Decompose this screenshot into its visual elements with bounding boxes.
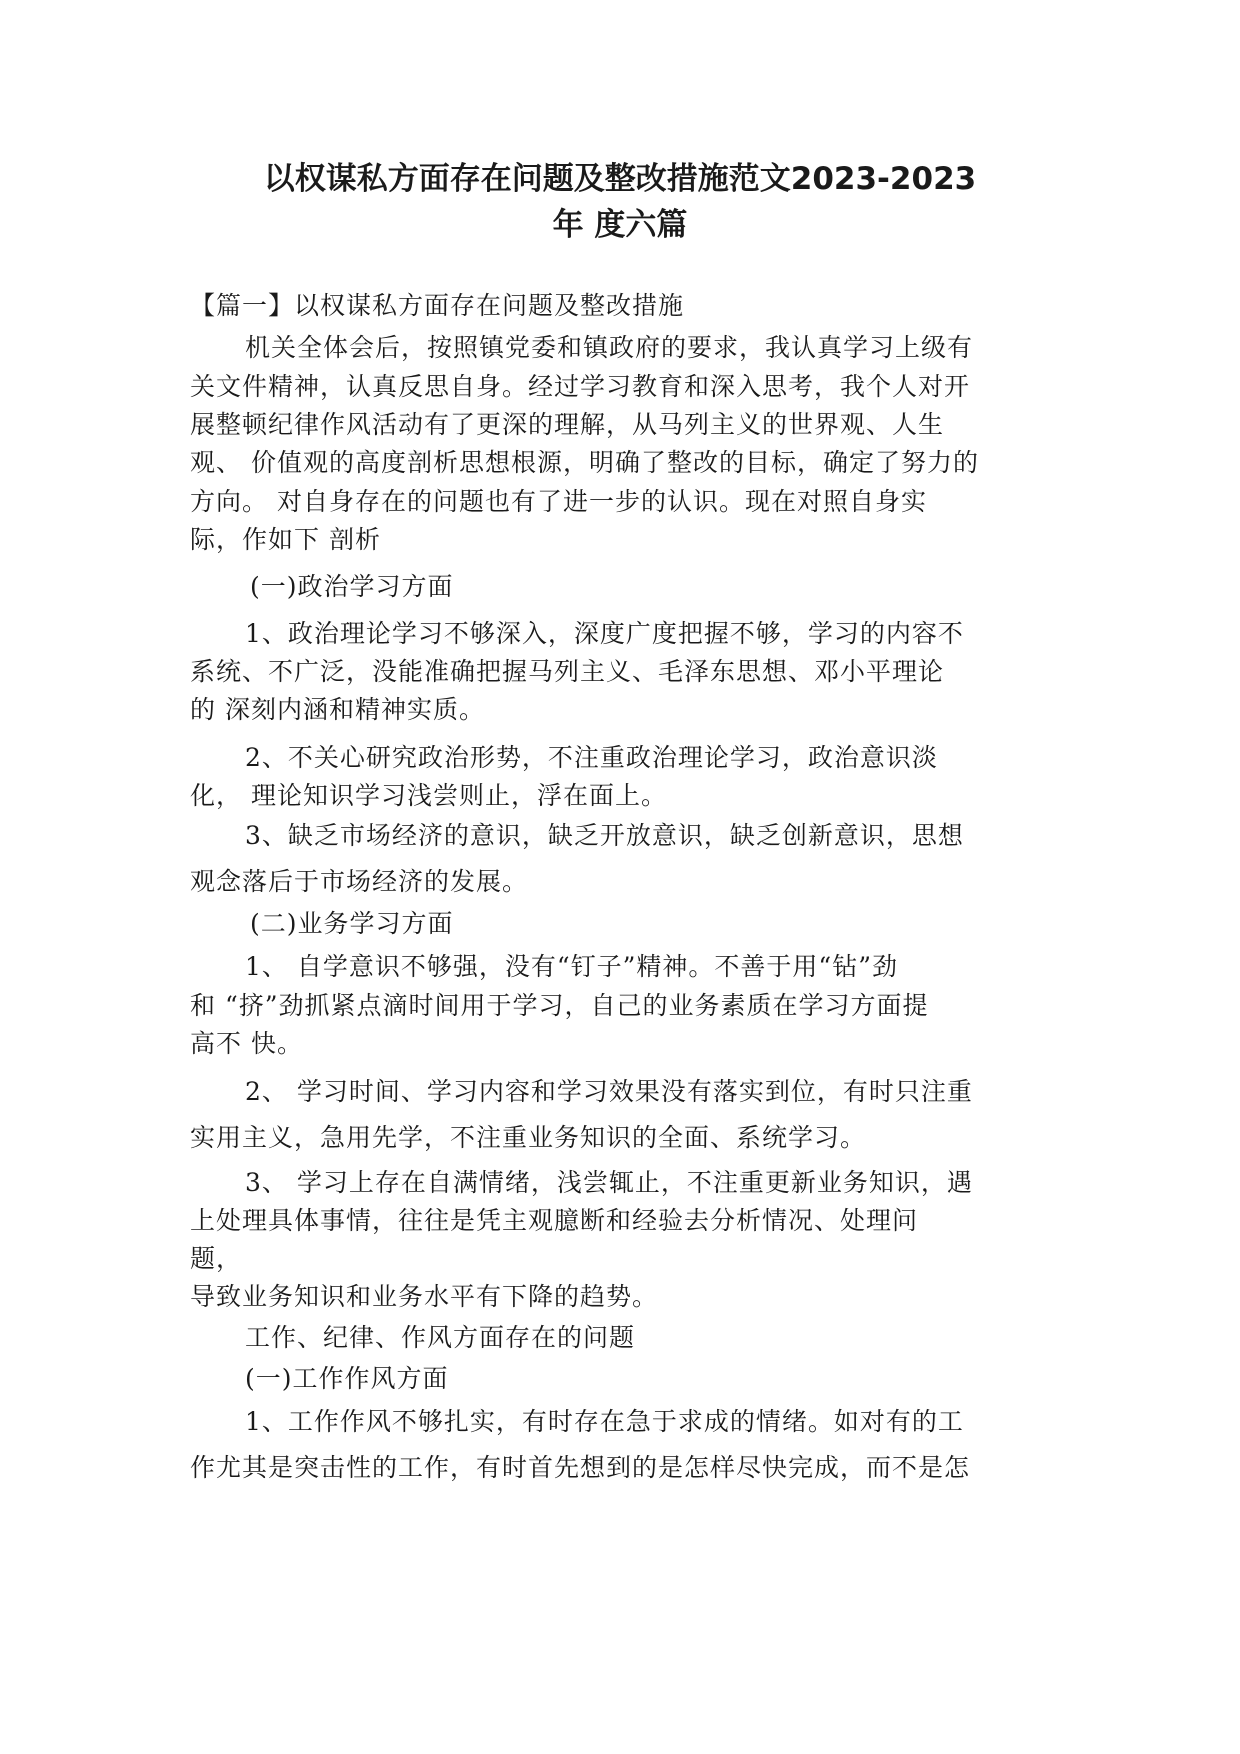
paragraph-line: 机关全体会后，按照镇党委和镇政府的要求，我认真学习上级有 bbox=[245, 333, 974, 362]
document-title-line-1: 以权谋私方面存在问题及整改措施范文2023-2023 bbox=[263, 161, 977, 197]
subheading-work-style: (一)工作作风方面 bbox=[245, 1364, 449, 1393]
section-heading-part-1: 【篇一】以权谋私方面存在问题及整改措施 bbox=[190, 291, 685, 320]
document-title-line-2: 年 度六篇 bbox=[552, 207, 688, 243]
subheading-work-discipline: 工作、纪律、作风方面存在的问题 bbox=[245, 1323, 636, 1352]
paragraph-line: 导致业务知识和业务水平有下降的趋势。 bbox=[190, 1282, 659, 1311]
subheading-political-study: (一)政治学习方面 bbox=[250, 572, 454, 601]
paragraph-line: 高不 快。 bbox=[190, 1029, 303, 1058]
paragraph-line: 展整顿纪律作风活动有了更深的理解，从马列主义的世界观、人生 bbox=[190, 410, 945, 439]
paragraph-line: 观、 价值观的高度剖析思想根源，明确了整改的目标，确定了努力的 bbox=[190, 448, 979, 477]
paragraph-line: 的 深刻内涵和精神实质。 bbox=[190, 695, 485, 724]
paragraph-line: 和 “挤”劲抓紧点滴时间用于学习，自己的业务素质在学习方面提 bbox=[190, 991, 929, 1020]
paragraph-line: 关文件精神，认真反思自身。经过学习教育和深入思考，我个人对开 bbox=[190, 372, 971, 401]
paragraph-line: 3、缺乏市场经济的意识，缺乏开放意识，缺乏创新意识，思想 bbox=[245, 821, 964, 850]
paragraph-line: 实用主义，急用先学，不注重业务知识的全面、系统学习。 bbox=[190, 1123, 867, 1152]
paragraph-line: 1、 自学意识不够强，没有“钉子”精神。不善于用“钻”劲 bbox=[245, 952, 898, 981]
paragraph-line: 3、 学习上存在自满情绪，浅尝辄止，不注重更新业务知识，遇 bbox=[245, 1168, 973, 1197]
paragraph-line: 方向。 对自身存在的问题也有了进一步的认识。现在对照自身实 bbox=[190, 487, 927, 516]
paragraph-line: 题， bbox=[190, 1244, 243, 1273]
paragraph-line: 1、政治理论学习不够深入，深度广度把握不够，学习的内容不 bbox=[245, 619, 964, 648]
subheading-business-study: (二)业务学习方面 bbox=[250, 909, 454, 938]
paragraph-line: 2、不关心研究政治形势，不注重政治理论学习，政治意识淡 bbox=[245, 743, 938, 772]
paragraph-line: 化， 理论知识学习浅尝则止，浮在面上。 bbox=[190, 781, 667, 810]
paragraph-line: 际，作如下 剖析 bbox=[190, 525, 381, 554]
paragraph-line: 上处理具体事情，往往是凭主观臆断和经验去分析情况、处理问 bbox=[190, 1206, 919, 1235]
paragraph-line: 系统、不广泛，没能准确把握马列主义、毛泽东思想、邓小平理论 bbox=[190, 657, 945, 686]
paragraph-line: 观念落后于市场经济的发展。 bbox=[190, 867, 529, 896]
paragraph-line: 作尤其是突击性的工作，有时首先想到的是怎样尽快完成，而不是怎 bbox=[190, 1453, 971, 1482]
paragraph-line: 2、 学习时间、学习内容和学习效果没有落实到位，有时只注重 bbox=[245, 1077, 973, 1106]
paragraph-line: 1、工作作风不够扎实，有时存在急于求成的情绪。如对有的工 bbox=[245, 1407, 964, 1436]
